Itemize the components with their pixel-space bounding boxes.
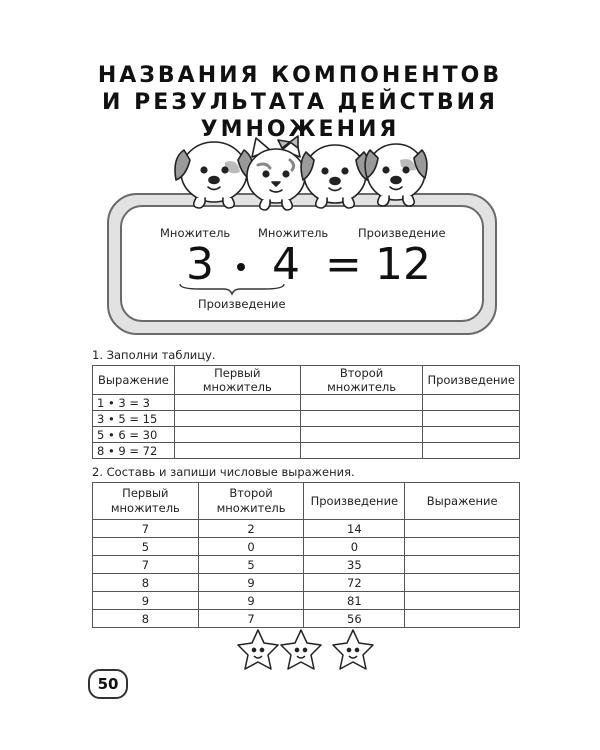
- equals-sign: =: [325, 239, 362, 290]
- second-factor-cell: 9: [198, 592, 304, 610]
- product-cell: 0: [304, 538, 405, 556]
- first-factor-cell: 9: [93, 592, 199, 610]
- column-header: Произведение: [304, 483, 405, 520]
- column-header: Выражение: [93, 366, 175, 395]
- label-multiplier-1: Множитель: [160, 226, 231, 240]
- expression-cell: 1 • 3 = 3: [93, 395, 175, 411]
- column-header: Выражение: [405, 483, 520, 520]
- label-multiplier-2: Множитель: [258, 226, 329, 240]
- second-factor-cell: 7: [198, 610, 304, 628]
- second-factor-cell: 2: [198, 520, 304, 538]
- second-factor-cell: 5: [198, 556, 304, 574]
- product-cell: 35: [304, 556, 405, 574]
- expression-cell: 3 • 5 = 15: [93, 411, 175, 427]
- page-number: 50: [88, 669, 128, 699]
- column-header: Первый множитель: [93, 483, 199, 520]
- first-factor-cell: 8: [93, 610, 199, 628]
- task-2-instruction: 2. Составь и запиши числовые выражения.: [92, 465, 355, 479]
- product-cell: 56: [304, 610, 405, 628]
- first-factor-cell: 7: [93, 556, 199, 574]
- task-1-instruction: 1. Заполни таблицу.: [92, 348, 216, 362]
- smiling-star-icon: [238, 630, 278, 669]
- label-product-bottom: Произведение: [198, 297, 286, 311]
- title-line-1: НАЗВАНИЯ КОМПОНЕНТОВ: [97, 63, 503, 88]
- expression-cell: 5 • 6 = 30: [93, 427, 175, 443]
- factor-1: 3: [186, 239, 214, 290]
- product-cell: 72: [304, 574, 405, 592]
- smiling-star-icon: [281, 630, 321, 669]
- column-header: Второй множитель: [198, 483, 304, 520]
- factor-2: 4: [272, 239, 300, 290]
- first-factor-cell: 5: [93, 538, 199, 556]
- label-product-top: Произведение: [358, 226, 446, 240]
- result: 12: [375, 239, 431, 290]
- first-factor-cell: 7: [93, 520, 199, 538]
- title-line-3: УМНОЖЕНИЯ: [200, 117, 400, 142]
- smiling-star-icon: [333, 630, 373, 669]
- column-header: Произведение: [423, 366, 520, 395]
- product-cell: 81: [304, 592, 405, 610]
- column-header: Первый множитель: [174, 366, 300, 395]
- expression-cell: 8 • 9 = 72: [93, 443, 175, 459]
- first-factor-cell: 8: [93, 574, 199, 592]
- product-cell: 14: [304, 520, 405, 538]
- second-factor-cell: 9: [198, 574, 304, 592]
- column-header: Второй множитель: [300, 366, 423, 395]
- second-factor-cell: 0: [198, 538, 304, 556]
- title-line-2: И РЕЗУЛЬТАТА ДЕЙСТВИЯ: [102, 90, 498, 115]
